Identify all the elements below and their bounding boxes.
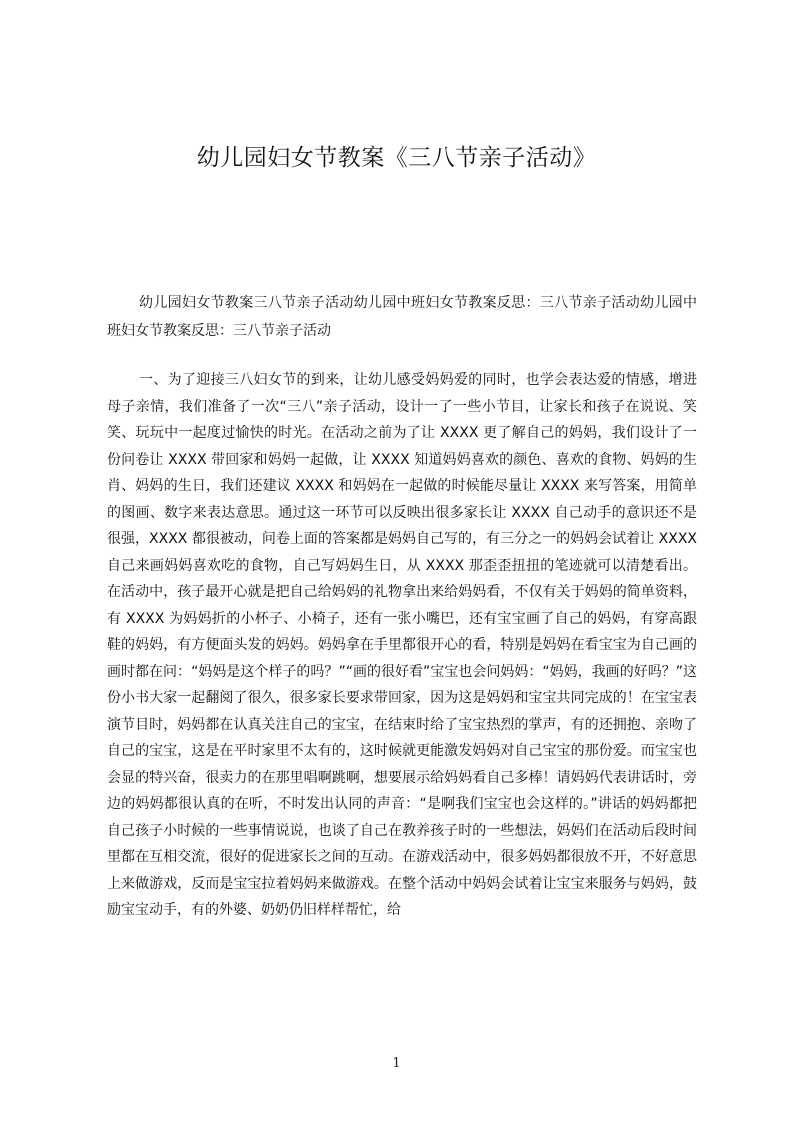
intro-paragraph: 幼儿园妇女节教案三八节亲子活动幼儿园中班妇女节教案反思：三八节亲子活动幼儿园中班妇女节教案反思：三八节亲子活动 <box>107 295 697 339</box>
document-title: 幼儿园妇女节教案《三八节亲子活动》 <box>196 145 597 171</box>
body-paragraph: 一、为了迎接三八妇女节的到来，让幼儿感受妈妈爱的同时，也学会表达爱的情感，增进母子亲情，我们准备了一次“三八”亲子活动，设计一了一些小节目，让家长和孩子在说说、笑笑、玩玩中一起度过愉快的时光。在活动之前为了让 XXXX 更了解自己的妈妈，我们设计了一份问卷让 XXXX 带回家和妈妈一起做，让 XXXX 知道妈妈喜欢的颜色、喜欢的食物、妈妈的生肖、妈妈的生日，我们还建议 XXXX 和妈妈在一起做的时候能尽量让 XXXX 来写答案，用简单的图画、数字来表达意思。通过这一环节可以反映出很多家长让 XXXX 自己动手的意识还不是很强，XXXX 都很被动，问卷上面的答案都是妈妈自己写的，有三分之一的妈妈会试着让 XXXX 自己来画妈妈喜欢吃的食物，自己写妈妈生日，从 XXXX 那歪歪扭扭的笔迹就可以清楚看出。在活动中，孩子最开心就是把自己给妈妈的礼物拿出来给妈妈看，不仅有关于妈妈的简单资料，有 XXXX 为妈妈折的小杯子、小椅子，还有一张小嘴巴，还有宝宝画了自己的妈妈，有穿高跟鞋的妈妈，有方便面头发的妈妈。妈妈拿在手里都很开心的看，特别是妈妈在看宝宝为自己画的画时都在问：“妈妈是这个样子的吗？”“画的很好看”宝宝也会问妈妈：“妈妈，我画的好吗？”这份小书大家一起翻阅了很久，很多家长要求带回家，因为这是妈妈和宝宝共同完成的！在宝宝表演节目时，妈妈都在认真关注自己的宝宝，在结束时给了宝宝热烈的掌声，有的还拥抱、亲吻了自己的宝宝，这是在平时家里不太有的，这时候就更能激发妈妈对自己宝宝的那份爱。而宝宝也会显的特兴奋，很卖力的在那里唱啊跳啊，想要展示给妈妈看自己多棒！请妈妈代表讲话时，旁边的妈妈都很认真的在听，不时发出认同的声音：“是啊我们宝宝也会这样的。”讲话的妈妈都把自己孩子小时候的一些事情说说，也谈了自己在教养孩子时的一些想法，妈妈们在活动后段时间里都在互相交流，很好的促进家长之间的互动。在游戏活动中，很多妈妈都很放不开，不好意思上来做游戏，反而是宝宝拉着妈妈来做游戏。在整个活动中妈妈会试着让宝宝来服务与妈妈，鼓励宝宝动手，有的外婆、奶奶仍旧样样帮忙，给 <box>107 372 697 918</box>
page-number: 1 <box>392 1056 401 1071</box>
